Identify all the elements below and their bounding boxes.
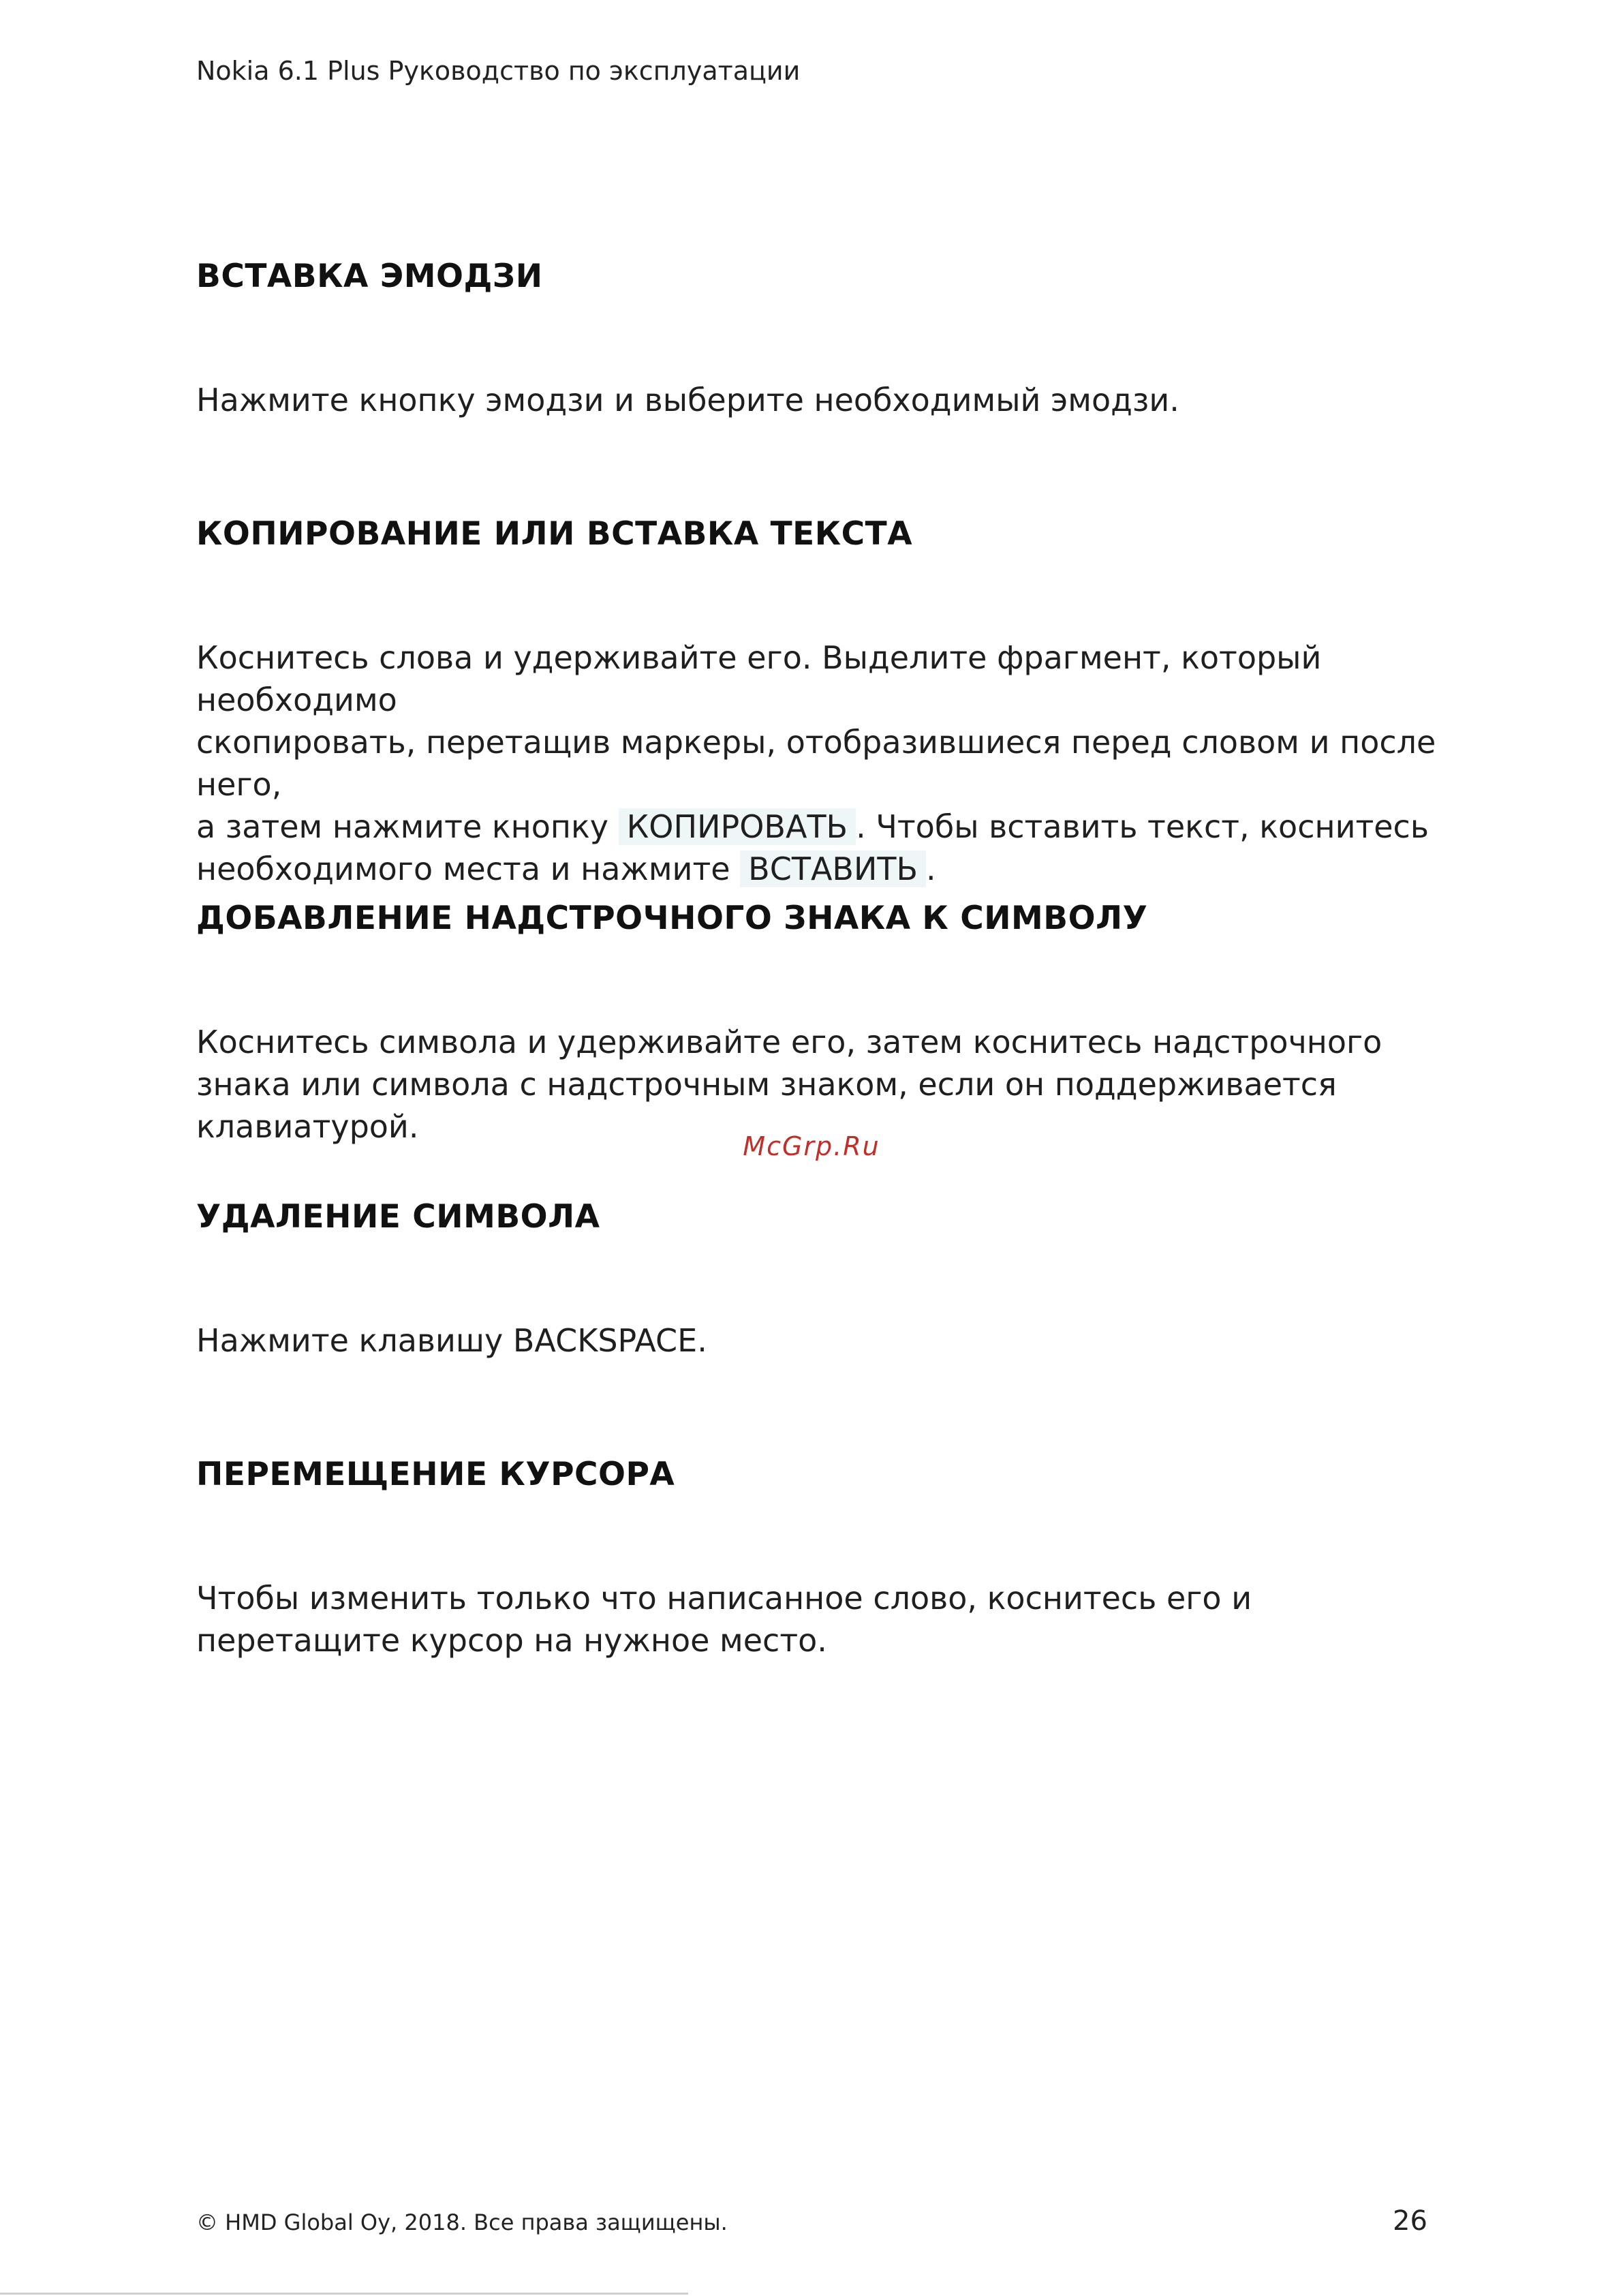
copy-button[interactable]: КОПИРОВАТЬ	[619, 808, 856, 845]
page-number: 26	[1393, 2205, 1427, 2237]
heading-move-cursor: ПЕРЕМЕЩЕНИЕ КУРСОРА	[196, 1456, 675, 1493]
watermark: McGrp.Ru	[743, 1131, 880, 1161]
heading-accent: ДОБАВЛЕНИЕ НАДСТРОЧНОГО ЗНАКА К СИМВОЛУ	[196, 900, 1148, 937]
paragraph-line: Коснитесь слова и удерживайте его. Выделите фрагмент, который необходимо	[196, 639, 1322, 718]
paragraph-line: скопировать, перетащив маркеры, отобразившиеся перед словом и после него,	[196, 724, 1436, 803]
paragraph-move-cursor: Чтобы изменить только что написанное слово, коснитесь его и перетащите курсор на нужное место.	[196, 1580, 1252, 1659]
bottom-divider	[0, 2293, 688, 2295]
paste-button[interactable]: ВСТАВИТЬ	[740, 851, 926, 887]
paragraph-copy-paste	[196, 637, 1457, 890]
heading-delete-char: УДАЛЕНИЕ СИМВОЛА	[196, 1198, 600, 1236]
paragraph-delete-char: Нажмите клавишу BACKSPACE.	[196, 1322, 707, 1359]
paragraph-insert-emoji: Нажмите кнопку эмодзи и выберите необходимый эмодзи.	[196, 382, 1179, 418]
document-header: Nokia 6.1 Plus Руководство по эксплуатации	[196, 56, 801, 86]
paragraph-line: а затем нажмите кнопку КОПИРОВАТЬ . Чтобы вставить текст, коснитесь	[196, 808, 1429, 845]
paragraph-line: необходимого места и нажмите ВСТАВИТЬ .	[196, 851, 936, 887]
footer-copyright: © HMD Global Oy, 2018. Все права защищены.	[196, 2209, 728, 2235]
paragraph-accent: Коснитесь символа и удерживайте его, затем коснитесь надстрочного знака или символа с надстрочным знаком, если он поддерживается клавиатурой.	[196, 1024, 1382, 1145]
heading-insert-emoji: ВСТАВКА ЭМОДЗИ	[196, 258, 543, 295]
heading-copy-paste: КОПИРОВАНИЕ ИЛИ ВСТАВКА ТЕКСТА	[196, 515, 913, 553]
